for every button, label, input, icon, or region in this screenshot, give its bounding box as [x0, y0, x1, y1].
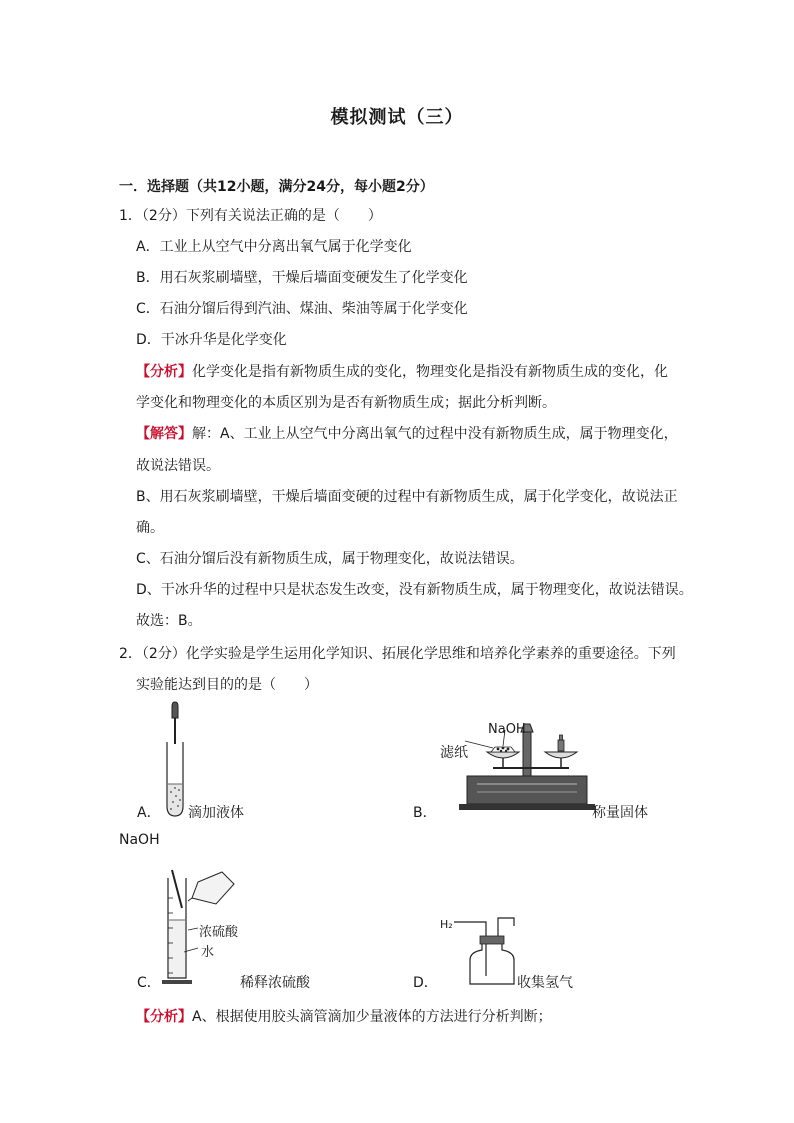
q1-analysis-line1 [136, 362, 668, 382]
q1-option-c: C．石油分馏后得到汽油、煤油、柴油等属于化学变化 [136, 301, 468, 317]
q2-analysis-line1 [136, 1007, 552, 1027]
q2-analysis-tag: 【分析】 [136, 1009, 192, 1025]
q2-analysis-text: A、根据使用胶头滴管滴加少量液体的方法进行分析判断； [192, 1009, 552, 1025]
q1-option-b: B．用石灰浆刷墙壁，干燥后墙面变硬发生了化学变化 [136, 270, 468, 286]
q1-answer-tag: 【解答】 [136, 426, 192, 442]
q2-option-d-text: 收集氢气 [517, 975, 573, 991]
q1-option-a: A．工业上从空气中分离出氧气属于化学变化 [136, 239, 412, 255]
q2-stem-line1: 2．（2分）化学实验是学生运用化学知识、拓展化学思维和培养化学素养的重要途径。下列 [119, 646, 676, 662]
q1-answer-line5: C、石油分馏后没有新物质生成，属于物理变化，故说法错误。 [136, 551, 524, 567]
q2-option-d-letter: D． [413, 975, 438, 991]
q1-answer-line4: 确。 [136, 520, 164, 536]
h2-label: H₂ [440, 918, 453, 931]
q1-stem: 1．（2分）下列有关说法正确的是（ ） [119, 208, 382, 224]
q1-answer-line6: D、干冰升华的过程中只是状态发生改变，没有新物质生成，属于物理变化，故说法错误。 [136, 582, 693, 598]
q1-choice: 故选：B。 [136, 613, 202, 629]
naoh-label: NaOH [488, 722, 526, 737]
q2-option-c-letter: C． [137, 975, 161, 991]
q2-stem-line2: 实验能达到目的的是（ ） [136, 677, 318, 693]
filter-paper-label: 滤纸 [440, 745, 468, 761]
q2-option-c-text: 稀释浓硫酸 [240, 975, 310, 991]
q2-option-a-text: 滴加液体 [188, 805, 244, 821]
q1-answer-line2: 故说法错误。 [136, 458, 220, 474]
q2-option-b-text: 称量固体 [592, 805, 648, 821]
q1-answer-text: 解：A、工业上从空气中分离出氧气的过程中没有新物质生成，属于物理变化， [192, 426, 678, 442]
q2-option-a-letter: A． [137, 805, 161, 821]
q1-analysis-tag: 【分析】 [136, 364, 192, 380]
q1-answer-line3: B、用石灰浆刷墙壁，干燥后墙面变硬的过程中有新物质生成，属于化学变化，故说法正 [136, 489, 678, 505]
page-title: 模拟测试（三） [330, 107, 464, 128]
dropper-test-tube-figure [160, 702, 190, 822]
q1-analysis-line2: 学变化和物理变化的本质区别为是否有新物质生成；据此分析判断。 [136, 395, 556, 411]
q2-naoh-below: NaOH [119, 832, 160, 848]
q2-option-b-letter: B． [413, 805, 437, 821]
q1-answer-line1 [136, 424, 678, 444]
section-heading: 一．选择题（共12小题，满分24分，每小题2分） [119, 179, 434, 195]
q1-option-d: D．干冰升华是化学变化 [136, 332, 287, 348]
water-label: 水 [201, 945, 215, 960]
conc-acid-label: 浓硫酸 [199, 925, 239, 940]
q1-analysis-text: 化学变化是指有新物质生成的变化，物理变化是指没有新物质生成的变化，化 [192, 364, 668, 380]
